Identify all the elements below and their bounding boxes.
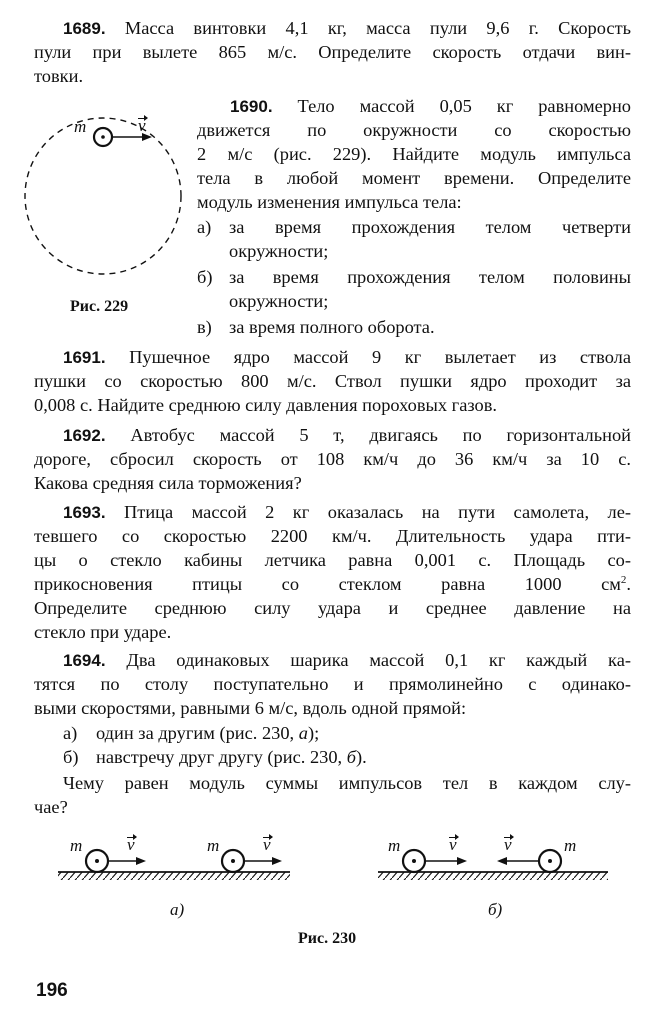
problem-1690-line-5: модуль изменения импульса тела: (197, 192, 462, 212)
problem-1691-line-1: 1691. Пушечное ядро массой 9 кг вылетает из ствола (63, 347, 631, 367)
figure-230b-velocity-label-2: v (504, 835, 512, 854)
table-surface-b (378, 872, 608, 880)
figure-229-diagram (20, 108, 195, 283)
problem-1694-item-b-text: навстречу друг другу (рис. 230, б). (96, 747, 367, 767)
figure-230-label-a: а) (170, 900, 185, 919)
problem-1690-item-a-text: за время прохождения телом четверти (229, 217, 631, 237)
problem-1694-line-1: 1694. Два одинаковых шарика массой 0,1 кг каждый ка- (63, 650, 631, 670)
problem-1694-item-b-label: б) (63, 747, 79, 767)
problem-1689-line-3: товки. (34, 66, 84, 86)
figure-230a-velocity-label-2: v (263, 835, 271, 854)
problem-1693-line-5: Определите среднюю силу удара и среднее давление на (34, 598, 631, 618)
problem-1694-question-line-2: чае? (34, 797, 68, 817)
problem-1690-item-b-text: за время прохождения телом половины (229, 267, 631, 287)
problem-1691-line-3: 0,008 с. Найдите среднюю силу давления пороховых газов. (34, 395, 498, 415)
problem-1694-line-3: выми скоростями, равными 6 м/с, вдоль одной прямой: (34, 698, 467, 718)
problem-1690-item-c-label: в) (197, 317, 212, 337)
problem-1694-item-a-text: один за другим (рис. 230, а); (96, 723, 320, 743)
problem-1691-number: 1691. (63, 348, 106, 367)
figure-230a-mass-label-2: m (207, 836, 220, 855)
figure-230a (58, 850, 290, 880)
figure-230b-velocity-label-1: v (449, 835, 457, 854)
figure-230-caption: Рис. 230 (298, 930, 357, 947)
problem-1693-line-1: 1693. Птица массой 2 кг оказалась на пути самолета, ле- (63, 502, 631, 522)
problem-1690-item-b-cont: окружности; (229, 291, 329, 311)
problem-1689-line-1: 1689. Масса винтовки 4,1 кг, масса пули 9,6 г. Скорость (63, 18, 631, 38)
problem-1690-number: 1690. (230, 97, 273, 116)
problem-1694-line-2: тятся по столу поступательно и прямолинейно с одинако- (34, 674, 631, 694)
problem-1689-number: 1689. (63, 19, 106, 38)
problem-1690-line-4: тела в любой момент времени. Определите (197, 168, 631, 188)
figure-230-label-b: б) (488, 900, 503, 919)
problem-1694-question-line-1: Чему равен модуль суммы импульсов тел в каждом слу- (63, 773, 631, 793)
superscript-2: 2 (620, 573, 627, 586)
figure-230b-mass-label-2: m (564, 836, 577, 855)
problem-1694-number: 1694. (63, 651, 106, 670)
problem-1693-line-3: цы о стекло кабины летчика равна 0,001 с. Площадь со- (34, 550, 631, 570)
problem-1690-item-a-label: а) (197, 217, 212, 237)
figure-230a-velocity-label-1: v (127, 835, 135, 854)
problem-1692-number: 1692. (63, 426, 106, 445)
problem-1693-number: 1693. (63, 503, 106, 522)
problem-1692-line-2: дороге, сбросил скорость от 108 км/ч до 36 км/ч за 10 с. (34, 449, 631, 469)
page-number: 196 (36, 980, 68, 1001)
figure-229-velocity-label: v (138, 116, 146, 135)
problem-1690-line-1: 1690. Тело массой 0,05 кг равномерно (230, 96, 631, 116)
problem-1694-item-a-label: а) (63, 723, 78, 743)
problem-1690-line-3: 2 м/с (рис. 229). Найдите модуль импульса (197, 144, 631, 164)
figure-230a-mass-label-1: m (70, 836, 83, 855)
problem-1693-line-6: стекло при ударе. (34, 622, 172, 642)
problem-1693-line-2: тевшего со скоростью 2200 км/ч. Длительность удара пти- (34, 526, 631, 546)
problem-1690-item-c-text: за время полного оборота. (229, 317, 435, 337)
figure-230b-mass-label-1: m (388, 836, 401, 855)
problem-1690-item-b-label: б) (197, 267, 213, 287)
figure-229-mass-label: m (74, 117, 87, 136)
problem-1693-line-4: прикосновения птицы со стеклом равна 1000 $см^2$. (34, 573, 631, 594)
table-surface-a (58, 872, 290, 880)
problem-1689-line-2: пули при вылете 865 м/с. Определите скорость отдачи вин- (34, 42, 631, 62)
problem-1691-line-2: пушки со скоростью 800 м/с. Ствол пушки ядро проходит за (34, 371, 631, 391)
problem-1690-item-a-cont: окружности; (229, 241, 329, 261)
problem-1692-line-1: 1692. Автобус массой 5 т, двигаясь по горизонтальной (63, 425, 631, 445)
figure-229-caption: Рис. 229 (70, 298, 129, 315)
problem-1692-line-3: Какова средняя сила торможения? (34, 473, 302, 493)
problem-1690-line-2: движется по окружности со скоростью (197, 120, 631, 140)
